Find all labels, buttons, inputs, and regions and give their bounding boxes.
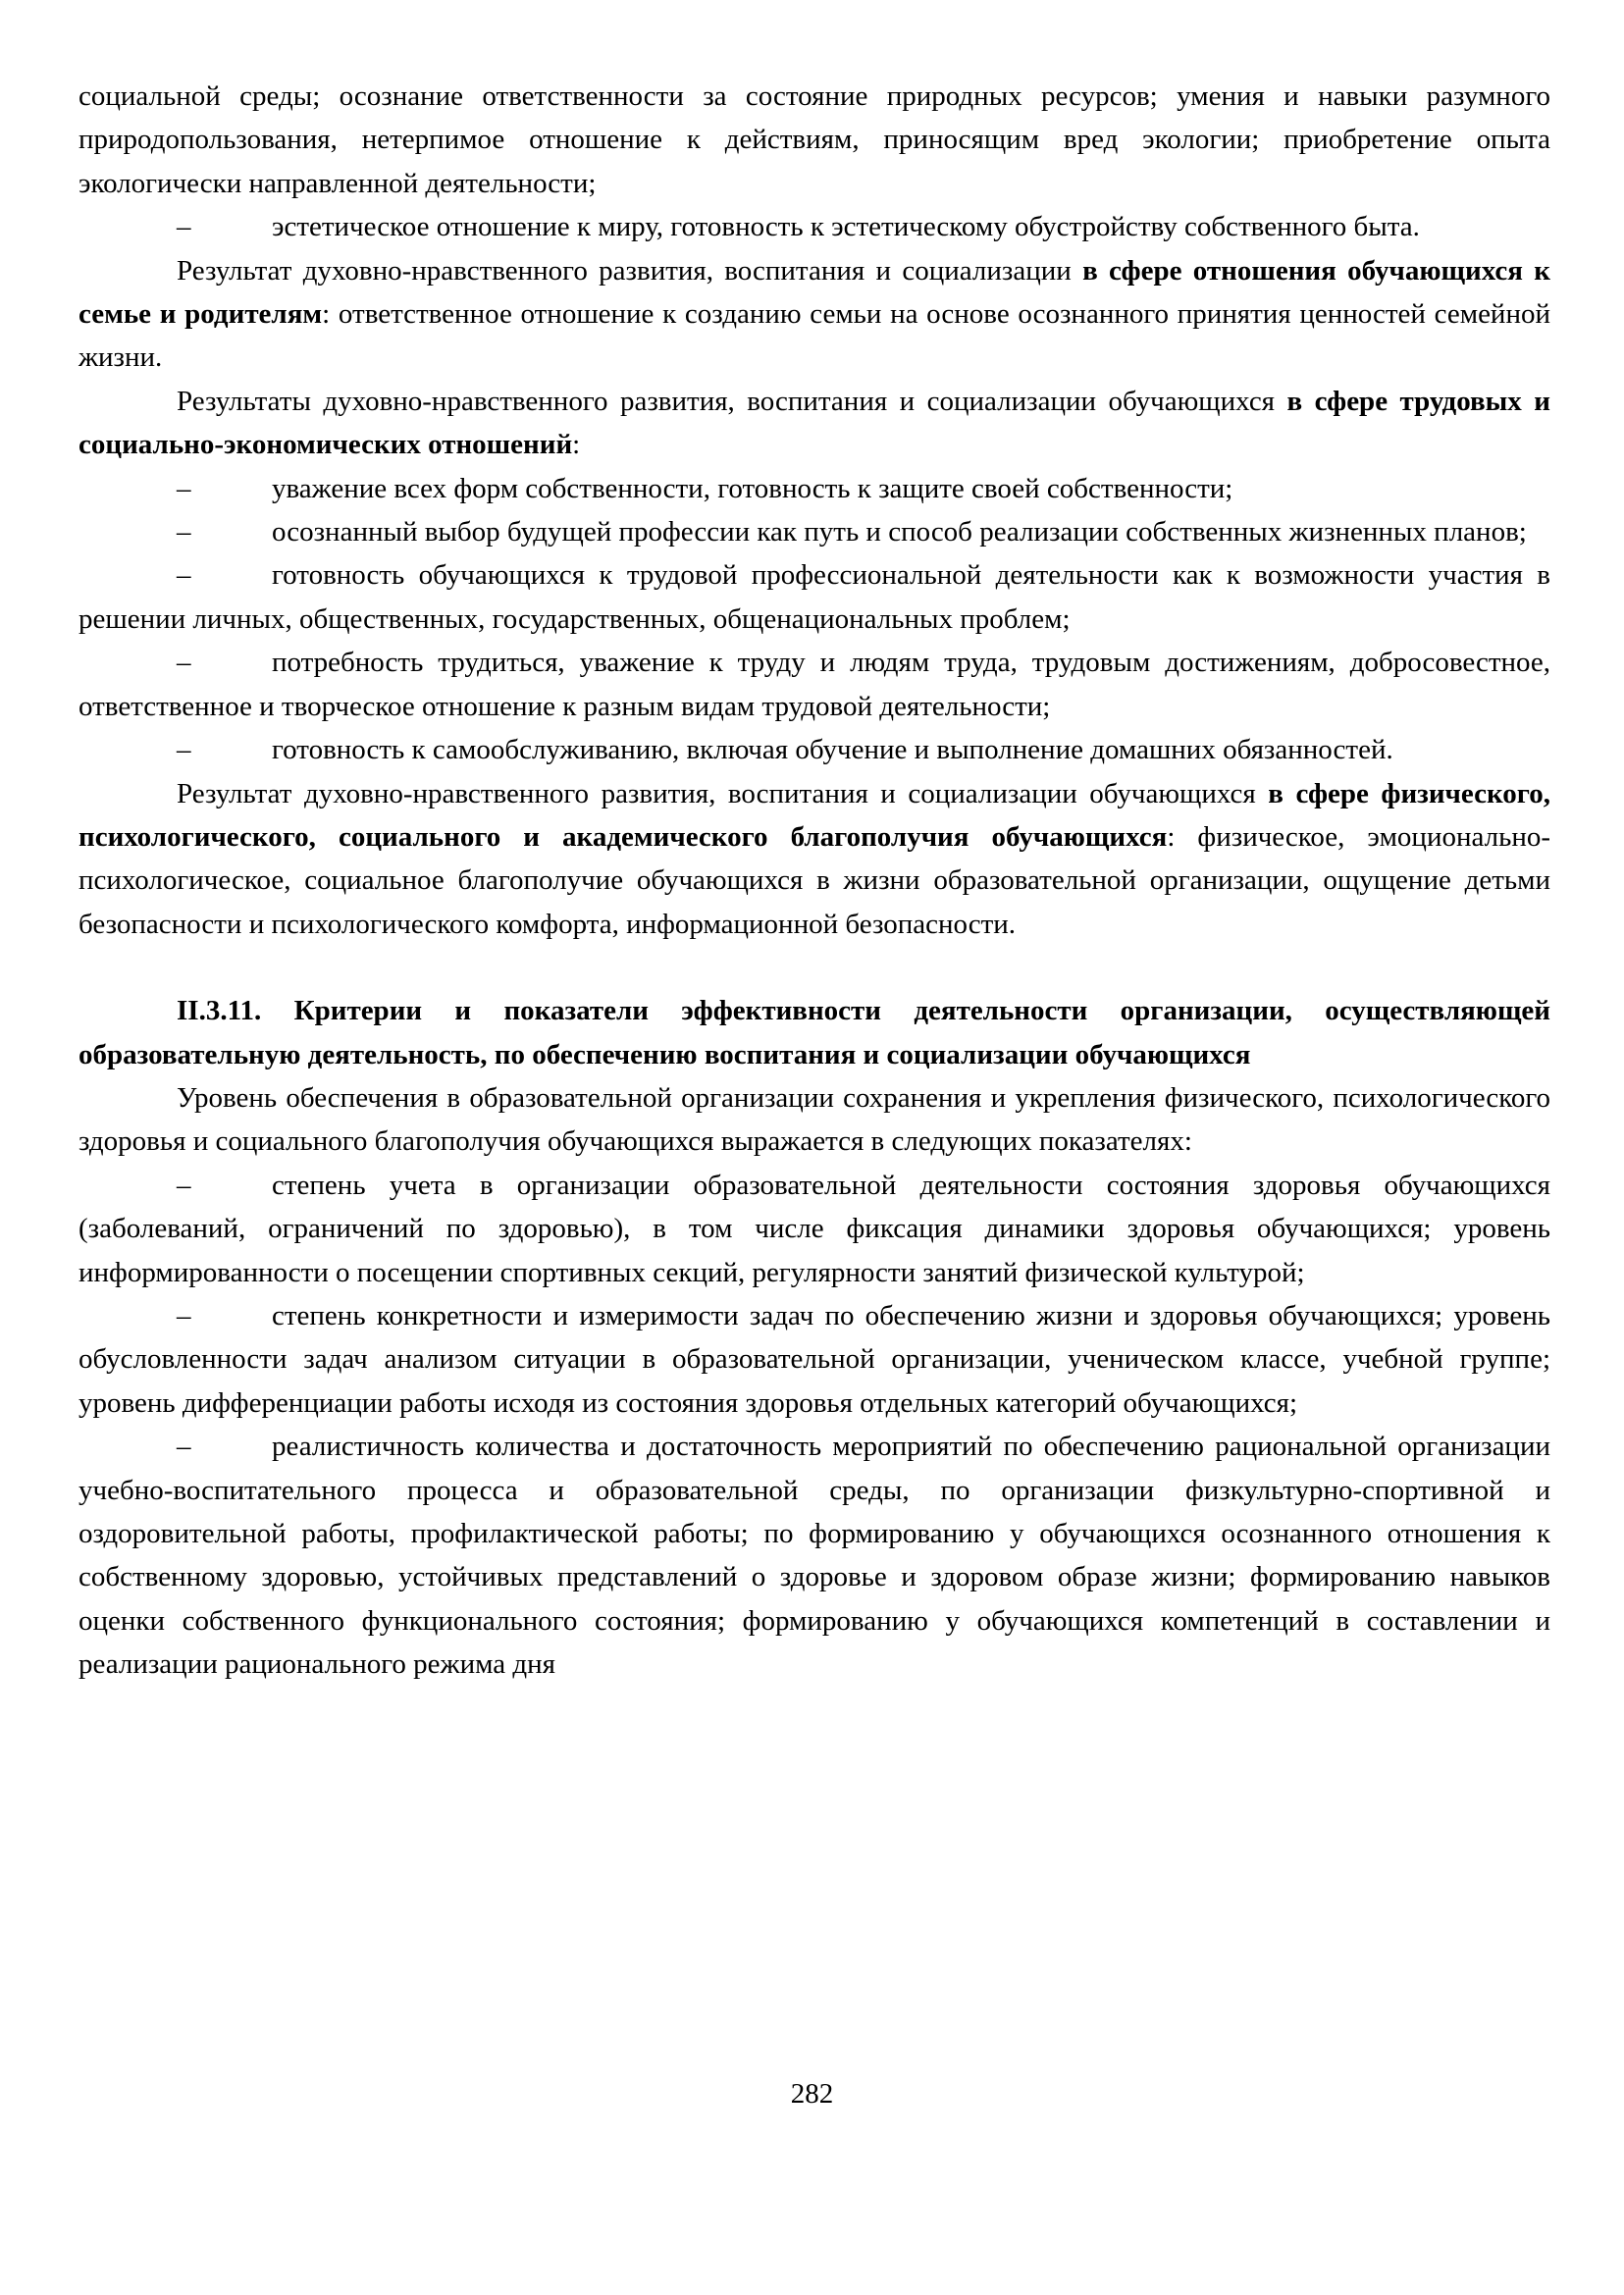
bold-text-run: в сфере трудовых и социально-экономических отношений [79, 385, 1550, 461]
section-heading [79, 989, 1550, 1076]
text-run: : физическое, эмоционально-психологическое, социальное благополучие обучающихся в жизни образовательной организации, ощущение детьми безопасности и психологического комфорта, информационной безопасности. [79, 820, 1550, 940]
list-item-aesthetic [79, 205, 1550, 248]
text-run: : [572, 429, 581, 461]
text-run: Результаты духовно-нравственного развития, воспитания и социализации обучающихся [177, 385, 1287, 417]
paragraph-labor-results [79, 380, 1550, 467]
list-item-text: готовность к самообслуживанию, включая обучение и выполнение домашних обязанностей. [272, 734, 1393, 766]
dash-marker: – [177, 647, 191, 679]
section-title: Критерии и показатели эффективности деятельности организации, осуществляющей образовательную деятельность, по обеспечению воспитания и социализации обучающихся [79, 995, 1551, 1070]
section-number: II.3.11. [177, 995, 262, 1027]
list-item-profession [79, 510, 1550, 553]
list-item-health-accounting [79, 1164, 1550, 1294]
page-number: 282 [790, 2078, 834, 2110]
spacer [79, 946, 1550, 989]
dash-marker: – [177, 559, 191, 592]
dash-marker: – [177, 1299, 191, 1331]
list-item-readiness [79, 553, 1550, 641]
list-item-text: осознанный выбор будущей профессии как путь и способ реализации собственных жизненных планов; [272, 516, 1527, 548]
dash-marker: – [177, 516, 191, 548]
paragraph-family-results [79, 249, 1550, 380]
bold-text-run: в сфере физического, психологического, социального и академического благополучия обучающихся [79, 777, 1551, 853]
paragraph-environment: социальной среды; осознание ответственности за состояние природных ресурсов; умения и навыки разумного природопользования, нетерпимое отношение к действиям, приносящим вред экологии; приобретение опыта экологически направленной деятельности; [79, 80, 1550, 199]
list-item-text: эстетическое отношение к миру, готовность к эстетическому обустройству собственного быта. [272, 211, 1420, 243]
list-item-self-service [79, 728, 1550, 771]
list-item-text: потребность трудиться, уважение к труду и людям труда, трудовым достижениям, добросовестное, ответственное и творческое отношение к разным видам трудовой деятельности; [79, 647, 1550, 722]
dash-marker: – [177, 472, 191, 504]
text-run: : ответственное отношение к созданию семьи на основе осознанного принятия ценностей семейной жизни. [79, 298, 1550, 374]
list-item-property [79, 467, 1550, 510]
dash-marker: – [177, 1169, 191, 1201]
list-item-work-need [79, 641, 1550, 728]
list-item-realism [79, 1425, 1550, 1686]
text-run: Результат духовно-нравственного развития, воспитания и социализации обучающихся [177, 777, 1269, 809]
list-item-text: реалистичность количества и достаточность мероприятий по обеспечению рациональной организации учебно-воспитательного процесса и образовательной среды, по организации физкультурно-спортивной и оздоровительной работы, профилактической работы; по формированию у обучающихся осознанного отношения к собственному здоровью, устойчивых представлений о здоровье и здоровом образе жизни; формированию навыков оценки собственного функционального состояния; формированию у обучающихся компетенций в составлении и реализации рационального режима дня [79, 1431, 1550, 1681]
bold-text-run: в сфере отношения обучающихся к семье и родителям [79, 254, 1550, 331]
paragraph-indicators-intro: Уровень обеспечения в образовательной организации сохранения и укрепления физического, психологического здоровья и социального благополучия обучающихся выражается в следующих показателях: [79, 1081, 1550, 1158]
document-page [79, 75, 1550, 1687]
list-item-text: готовность обучающихся к трудовой профессиональной деятельности как к возможности участия в решении личных, общественных, государственных, общенациональных проблем; [79, 559, 1550, 635]
list-item-task-concreteness [79, 1294, 1550, 1425]
paragraph-wellbeing-results [79, 772, 1550, 947]
list-item-text: степень конкретности и измеримости задач по обеспечению жизни и здоровья обучающихся; уровень обусловленности задач анализом ситуации в образовательной организации, ученическом классе, учебной группе; уровень дифференциации работы исходя из состояния здоровья отдельных категорий обучающихся; [79, 1299, 1550, 1419]
list-item-text: степень учета в организации образовательной деятельности состояния здоровья обучающихся (заболеваний, ограничений по здоровью), в том числе фиксация динамики здоровья обучающихся; уровень информированности о посещении спортивных секций, регулярности занятий физической культурой; [79, 1169, 1550, 1288]
dash-marker: – [177, 1431, 191, 1463]
text-run: Результат духовно-нравственного развития, воспитания и социализации [177, 254, 1083, 287]
dash-marker: – [177, 734, 191, 766]
dash-marker: – [177, 211, 191, 243]
list-item-text: уважение всех форм собственности, готовность к защите своей собственности; [272, 472, 1233, 504]
